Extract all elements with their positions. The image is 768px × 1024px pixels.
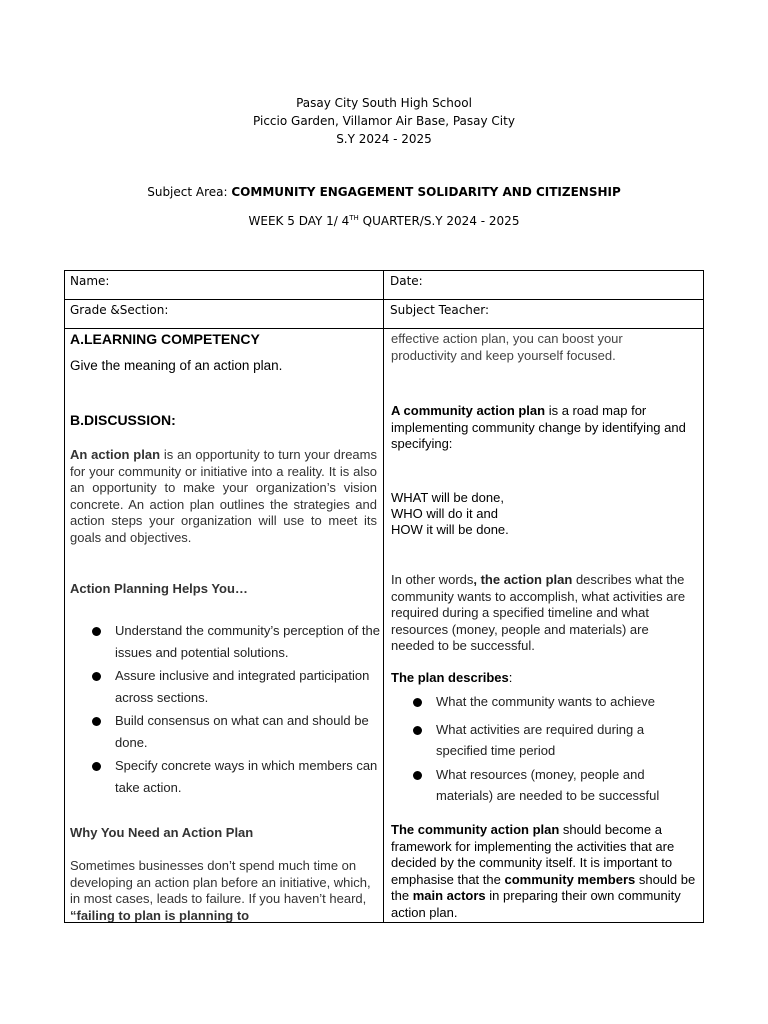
bullet-icon [413, 726, 422, 735]
list-item [70, 620, 380, 663]
table-column-divider [383, 822, 384, 923]
school-address: Piccio Garden, Villamor Air Base, Pasay City [253, 114, 515, 128]
list-item-text: Assure inclusive and integrated participation across sections. [115, 668, 370, 705]
list-item [70, 710, 380, 753]
bullet-icon [92, 672, 101, 681]
school-header [0, 94, 768, 148]
final-bold-2: community members [504, 871, 636, 887]
list-item-text: What resources (money, people and materials) are needed to be successful [436, 766, 660, 803]
grade-section-label: Grade &Section: [70, 303, 169, 317]
bullet-icon [92, 717, 101, 726]
plan-describes-heading [391, 670, 512, 687]
helps-list [70, 620, 380, 800]
subject-area [0, 185, 768, 199]
date-field-label: Date: [390, 274, 423, 288]
plan-describes-colon: : [508, 670, 513, 685]
continued-text: effective action plan, you can boost your productivity and keep yourself focused. [391, 331, 623, 363]
competency-heading: A.LEARNING COMPETENCY [70, 331, 260, 347]
table-column-divider [383, 328, 384, 822]
school-name: Pasay City South High School [296, 96, 472, 110]
in-other-words-paragraph [391, 572, 694, 655]
why-paragraph [70, 858, 380, 922]
what-line: WHAT will be done, [391, 490, 504, 505]
final-paragraph [391, 822, 696, 921]
final-bold-3: main actors [412, 888, 486, 903]
week-post: QUARTER/S.Y 2024 - 2025 [358, 214, 520, 228]
who-line: WHO will do it and [391, 506, 498, 521]
cap-term: A community action plan [391, 403, 546, 418]
list-item-text: What activities are required during a specified time period [436, 721, 645, 758]
bullet-icon [92, 762, 101, 771]
ow-pre: In other words [391, 572, 474, 587]
bullet-icon [413, 771, 422, 780]
cap-definition: is a road map for implementing community change by identifying and specifying: [391, 403, 686, 451]
week-pre: WEEK 5 DAY 1/ 4 [248, 214, 350, 228]
why-text: Sometimes businesses don’t spend much time on developing an action plan before an initiative, which, in most cases, leads to failure. If you haven’t heard, [70, 858, 371, 906]
how-line: HOW it will be done. [391, 522, 509, 537]
plan-describes-list [391, 691, 691, 809]
action-plan-term: An action plan [70, 447, 161, 462]
why-heading: Why You Need an Action Plan [70, 825, 254, 840]
subject-label: Subject Area: [147, 185, 232, 199]
helps-heading: Action Planning Helps You… [70, 581, 248, 596]
bullet-icon [413, 698, 422, 707]
list-item-text: What the community wants to achieve [436, 694, 655, 709]
week-sup: TH [349, 214, 359, 222]
week-line [0, 214, 768, 228]
list-item [70, 665, 380, 708]
list-item-text: Specify concrete ways in which members can take action. [115, 758, 378, 795]
list-item-text: Understand the community’s perception of the issues and potential solutions. [115, 623, 380, 660]
list-item [391, 691, 691, 713]
name-field-label: Name: [70, 274, 110, 288]
table-divider [64, 299, 704, 300]
list-item-text: Build consensus on what can and should be done. [115, 713, 369, 750]
competency-text: Give the meaning of an action plan. [70, 358, 283, 373]
subject-teacher-label: Subject Teacher: [390, 303, 490, 317]
community-action-plan-paragraph [391, 403, 691, 453]
final-text-3: in preparing their own community action plan. [391, 888, 681, 920]
why-quote: “failing to plan is planning to [70, 907, 250, 922]
final-text-2: should be the [391, 871, 696, 903]
list-item [391, 764, 691, 807]
table-divider [64, 328, 704, 329]
bullet-icon [92, 627, 101, 636]
ow-text: describes what the community wants to accomplish, what activities are required during a specified timeline and what resources (money, people and materials) are needed to be successful. [391, 572, 686, 653]
plan-describes-label: The plan describes [391, 670, 509, 685]
final-text-1: should become a framework for implementing the activities that are decided by the community itself. It is important to emphasise that the [391, 822, 675, 887]
action-plan-definition: is an opportunity to turn your dreams for your community or initiative into a reality. It is also an opportunity to make your organization’s vision concrete. An action plan outlines the strategies and action steps your organization will use to meet its goals and objectives. [70, 447, 377, 545]
discussion-heading: B.DISCUSSION: [70, 412, 176, 428]
subject-value: COMMUNITY ENGAGEMENT SOLIDARITY AND CITIZENSHIP [231, 185, 621, 199]
ow-bold: , the action plan [473, 572, 573, 587]
final-bold-1: The community action plan [391, 822, 560, 837]
list-item [391, 719, 691, 762]
list-item [70, 755, 380, 798]
school-year: S.Y 2024 - 2025 [336, 132, 432, 146]
table-column-divider [383, 270, 384, 329]
action-plan-paragraph [70, 447, 377, 546]
